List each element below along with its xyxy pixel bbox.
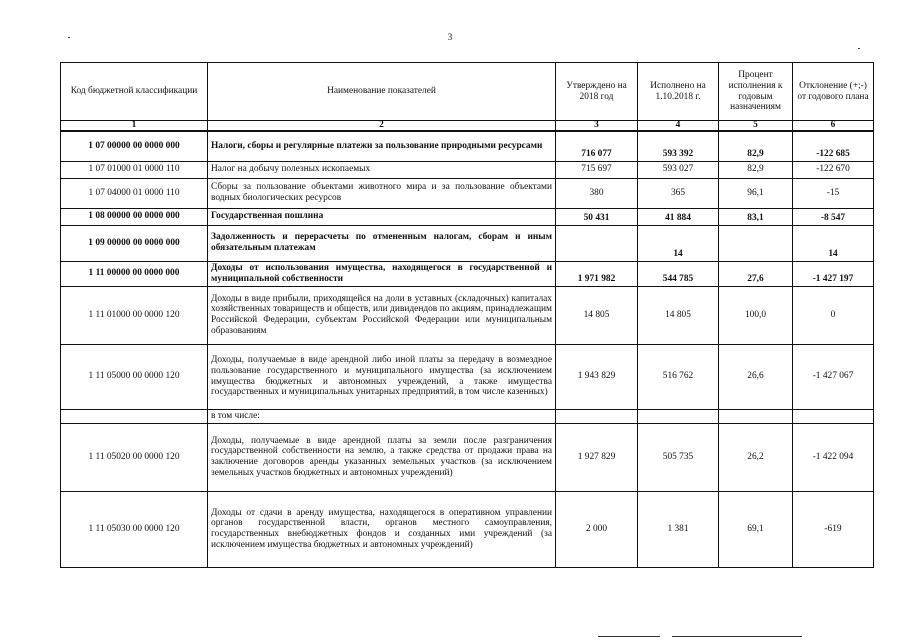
deviation-cell: -619 — [793, 491, 874, 567]
name-cell: Государственная пошлина — [208, 208, 556, 225]
executed-cell: 593 392 — [638, 131, 719, 161]
percent-cell: 96,1 — [719, 178, 793, 208]
deviation-cell: -1 422 094 — [793, 423, 874, 491]
header-name: Наименование показателей — [208, 63, 556, 121]
table-row — [61, 208, 874, 225]
executed-cell: 365 — [638, 178, 719, 208]
page-number: 3 — [447, 32, 453, 42]
percent-cell — [719, 225, 793, 261]
code-cell: 1 08 00000 00 0000 000 — [61, 208, 208, 225]
code-cell: 1 11 05030 00 0000 120 — [61, 491, 208, 567]
name-cell: Доходы в виде прибыли, приходящейся на доли в уставных (складочных) капиталах хозяйственных товариществ и обществ, или дивидендов по акциям, принадлежащим Российской Федерации, субъектам Российской Федерации или муниципальным образованиям — [208, 286, 556, 344]
code-cell: 1 11 05000 00 0000 120 — [61, 344, 208, 409]
deviation-cell: -122 670 — [793, 161, 874, 178]
approved-cell: 14 805 — [556, 286, 638, 344]
name-cell: в том числе: — [208, 409, 556, 423]
approved-cell: 715 697 — [556, 161, 638, 178]
code-cell: 1 09 00000 00 0000 000 — [61, 225, 208, 261]
percent-cell: 27,6 — [719, 261, 793, 286]
table-row — [61, 286, 874, 344]
deviation-cell: -1 427 067 — [793, 344, 874, 409]
code-cell: 1 07 04000 01 0000 110 — [61, 178, 208, 208]
code-cell: 1 07 00000 00 0000 000 — [61, 131, 208, 161]
code-cell: 1 07 01000 01 0000 110 — [61, 161, 208, 178]
name-cell: Доходы, получаемые в виде арендной платы за земли после разграничения государственной собственности на землю, а также средства от продажи права на заключение договоров аренды указанных земельных участков (за исключением земельных участков бюджетных и автономных учреждений) — [208, 423, 556, 491]
header-code: Код бюджетной классификации — [61, 63, 208, 121]
table-row — [61, 161, 874, 178]
table-row — [61, 423, 874, 491]
table-row — [61, 344, 874, 409]
name-cell: Задолженность и перерасчеты по отмененным налогам, сборам и иным обязательным платежам — [208, 225, 556, 261]
footer-line — [598, 636, 660, 637]
column-number: 5 — [719, 121, 793, 132]
executed-cell: 14 — [638, 225, 719, 261]
deviation-cell: -1 427 197 — [793, 261, 874, 286]
table-row — [61, 491, 874, 567]
name-cell: Сборы за пользование объектами животного мира и за пользование объектами водных биологических ресурсов — [208, 178, 556, 208]
name-cell: Налоги, сборы и регулярные платежи за пользование природными ресурсами — [208, 131, 556, 161]
approved-cell: 50 431 — [556, 208, 638, 225]
executed-cell: 544 785 — [638, 261, 719, 286]
percent-cell: 82,9 — [719, 131, 793, 161]
executed-cell: 41 884 — [638, 208, 719, 225]
header-row — [61, 63, 874, 121]
approved-cell — [556, 225, 638, 261]
code-cell: 1 11 01000 00 0000 120 — [61, 286, 208, 344]
approved-cell: 380 — [556, 178, 638, 208]
percent-cell: 83,1 — [719, 208, 793, 225]
approved-cell — [556, 409, 638, 423]
column-number: 6 — [793, 121, 874, 132]
name-cell: Налог на добычу полезных ископаемых — [208, 161, 556, 178]
percent-cell: 82,9 — [719, 161, 793, 178]
scan-speck — [68, 37, 70, 38]
name-cell: Доходы от использования имущества, находящегося в государственной и муниципальной собственности — [208, 261, 556, 286]
deviation-cell: -122 685 — [793, 131, 874, 161]
header-percent: Процент исполнения к годовым назначениям — [719, 63, 793, 121]
column-number: 2 — [208, 121, 556, 132]
percent-cell: 100,0 — [719, 286, 793, 344]
executed-cell: 593 027 — [638, 161, 719, 178]
column-number: 3 — [556, 121, 638, 132]
scan-speck — [858, 48, 860, 49]
deviation-cell: -15 — [793, 178, 874, 208]
percent-cell: 26,2 — [719, 423, 793, 491]
deviation-cell: -8 547 — [793, 208, 874, 225]
executed-cell: 516 762 — [638, 344, 719, 409]
executed-cell: 14 805 — [638, 286, 719, 344]
header-deviation: Отклонение (+;-) от годового плана — [793, 63, 874, 121]
percent-cell: 69,1 — [719, 491, 793, 567]
table-body — [61, 131, 874, 567]
table-row — [61, 131, 874, 161]
table-row — [61, 178, 874, 208]
column-number: 4 — [638, 121, 719, 132]
header-approved: Утверждено на 2018 год — [556, 63, 638, 121]
executed-cell: 1 381 — [638, 491, 719, 567]
percent-cell — [719, 409, 793, 423]
deviation-cell: 14 — [793, 225, 874, 261]
column-number: 1 — [61, 121, 208, 132]
approved-cell: 1 971 982 — [556, 261, 638, 286]
header-executed: Исполнено на 1.10.2018 г. — [638, 63, 719, 121]
executed-cell — [638, 409, 719, 423]
deviation-cell: 0 — [793, 286, 874, 344]
code-cell: 1 11 05020 00 0000 120 — [61, 423, 208, 491]
approved-cell: 2 000 — [556, 491, 638, 567]
name-cell: Доходы, получаемые в виде арендной либо иной платы за передачу в возмездное пользование государственного и муниципального имущества (за исключением имущества бюджетных и автономных учреждений, а также имущества государственных и муниципальных унитарных предприятий, в том числе казенных) — [208, 344, 556, 409]
column-number-row — [61, 121, 874, 132]
code-cell — [61, 409, 208, 423]
name-cell: Доходы от сдачи в аренду имущества, находящегося в оперативном управлении органов государственной власти, органов местного самоуправления, государственных внебюджетных фондов и созданных ими учреждений (за исключением имущества бюджетных и автономных учреждений) — [208, 491, 556, 567]
executed-cell: 505 735 — [638, 423, 719, 491]
budget-table — [60, 62, 874, 568]
deviation-cell — [793, 409, 874, 423]
code-cell: 1 11 00000 00 0000 000 — [61, 261, 208, 286]
approved-cell: 1 927 829 — [556, 423, 638, 491]
footer-line — [672, 636, 802, 637]
table-row — [61, 409, 874, 423]
approved-cell: 716 077 — [556, 131, 638, 161]
percent-cell: 26,6 — [719, 344, 793, 409]
approved-cell: 1 943 829 — [556, 344, 638, 409]
table-row — [61, 261, 874, 286]
table-row — [61, 225, 874, 261]
